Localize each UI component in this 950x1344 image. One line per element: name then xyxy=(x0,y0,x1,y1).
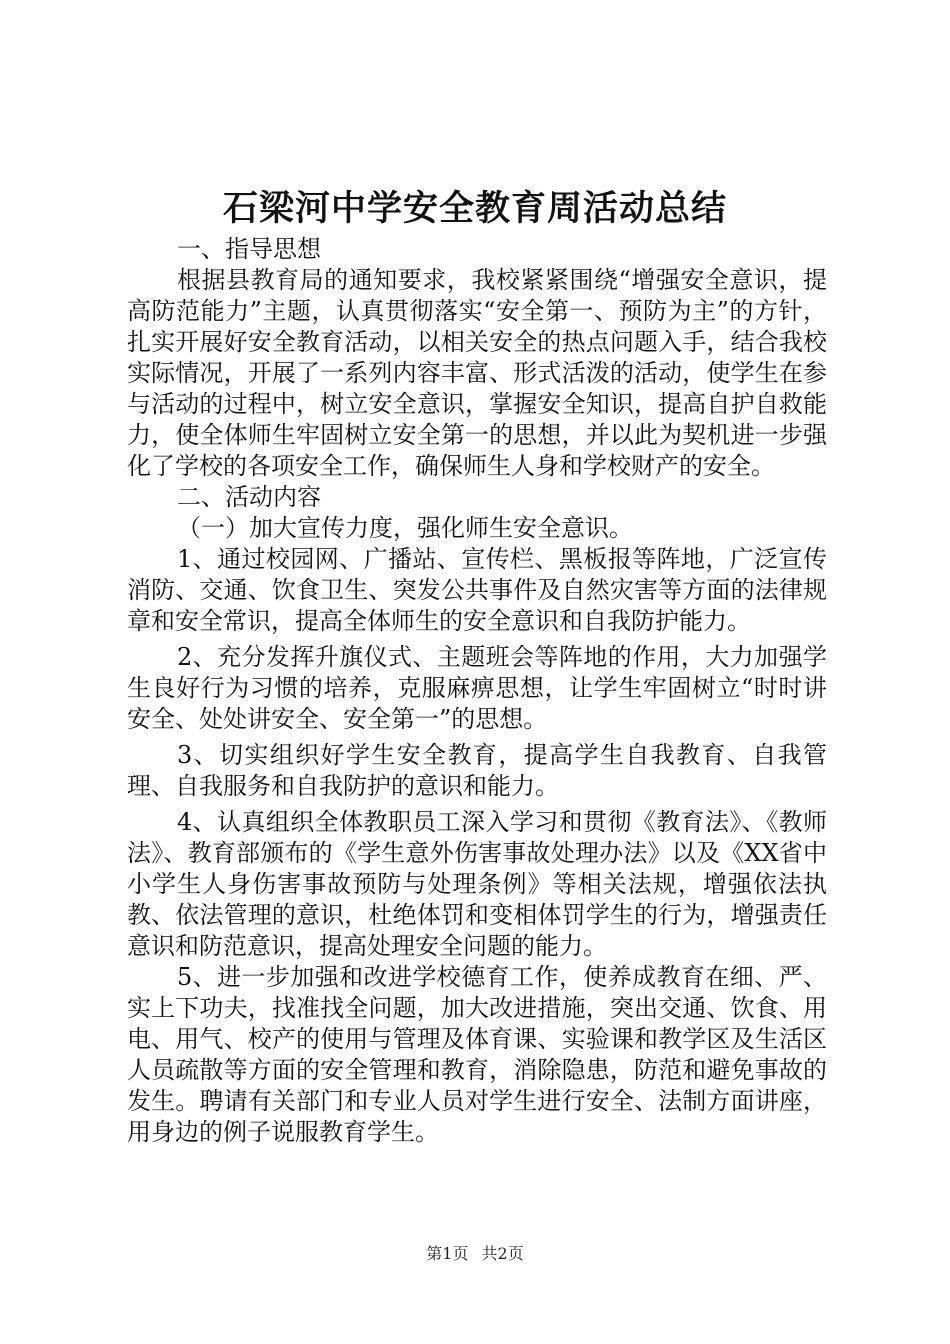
page-footer xyxy=(0,1244,950,1264)
document-title: 石梁河中学安全教育周活动总结 xyxy=(222,188,727,229)
list-item-1: 1、通过校园网、广播站、宣传栏、黑板报等阵地，广泛宣传消防、交通、饮食卫生、突发公共事件及自然灾害等方面的法律规章和安全常识，提高全体师生的安全意识和自我防护能力。 xyxy=(127,545,827,635)
section-heading-guiding-thought: 一、指导思想 xyxy=(177,235,321,263)
list-item-2: 2、充分发挥升旗仪式、主题班会等阵地的作用，大力加强学生良好行为习惯的培养，克服麻痹思想，让学生牢固树立“时时讲安全、处处讲安全、安全第一”的思想。 xyxy=(127,643,827,733)
section-heading-activity-content: 二、活动内容 xyxy=(177,483,321,511)
list-item-5: 5、进一步加强和改进学校德育工作，使养成教育在细、严、实上下功夫，找准找全问题，加大改进措施，突出交通、饮食、用电、用气、校产的使用与管理及体育课、实验课和教学区及生活区人员疏散等方面的安全管理和教育，消除隐患，防范和避免事故的发生。聘请有关部门和专业人员对学生进行安全、法制方面讲座，用身边的例子说服教育学生。 xyxy=(127,963,827,1146)
subsection-heading-publicity: （一）加大宣传力度，强化师生安全意识。 xyxy=(177,514,633,542)
paragraph-guiding-thought: 根据县教育局的通知要求，我校紧紧围绕“增强安全意识，提高防范能力”主题，认真贯彻落实“安全第一、预防为主”的方针，扎实开展好安全教育活动，以相关安全的热点问题入手，结合我校实际情况，开展了一系列内容丰富、形式活泼的活动，使学生在参与活动的过程中，树立安全意识，掌握安全知识，提高自护自救能力，使全体师生牢固树立安全第一的思想，并以此为契机进一步强化了学校的各项安全工作，确保师生人身和学校财产的安全。 xyxy=(127,266,827,480)
page-total: 共2页 xyxy=(481,1244,524,1263)
page-number: 第1页 xyxy=(426,1244,469,1263)
list-item-3: 3、切实组织好学生安全教育，提高学生自我教育、自我管理、自我服务和自我防护的意识和能力。 xyxy=(127,741,827,800)
list-item-4: 4、认真组织全体教职员工深入学习和贯彻《教育法》、《教师法》、教育部颁布的《学生意外伤害事故处理办法》以及《XX省中小学生人身伤害事故预防与处理条例》等相关法规，增强依法执教、依法管理的意识，杜绝体罚和变相体罚学生的行为，增强责任意识和防范意识，提高处理安全问题的能力。 xyxy=(127,808,827,960)
document-body xyxy=(127,234,827,1148)
